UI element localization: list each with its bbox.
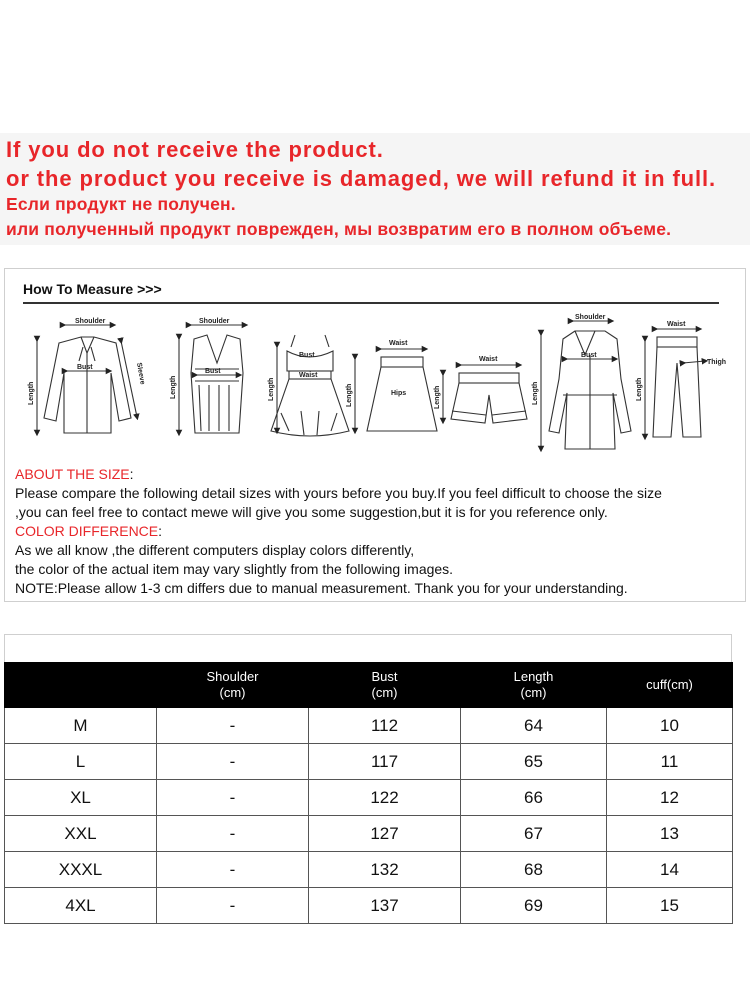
waist-label-4: Waist bbox=[389, 340, 408, 347]
about-size-colon: : bbox=[129, 466, 134, 482]
cell-length: 66 bbox=[461, 780, 607, 816]
cell-length: 69 bbox=[461, 888, 607, 924]
coat-icon bbox=[541, 321, 631, 449]
color-line-2: the color of the actual item may vary slightly from the following images. bbox=[15, 561, 454, 577]
header-size bbox=[5, 663, 157, 708]
cell-shoulder: - bbox=[157, 816, 309, 852]
cell-size: XL bbox=[5, 780, 157, 816]
cell-size: L bbox=[5, 744, 157, 780]
waist-label-5: Waist bbox=[479, 356, 498, 363]
bust-label-1: Bust bbox=[77, 364, 93, 371]
table-row bbox=[5, 744, 733, 780]
how-to-measure-panel bbox=[4, 268, 746, 602]
about-size-title: ABOUT THE SIZE bbox=[15, 466, 130, 482]
cell-bust: 117 bbox=[309, 744, 461, 780]
about-size-heading bbox=[15, 465, 740, 484]
cell-bust: 127 bbox=[309, 816, 461, 852]
cell-shoulder: - bbox=[157, 888, 309, 924]
header-shoulder: Shoulder (cm) bbox=[157, 663, 309, 708]
table-top-strip bbox=[4, 634, 732, 662]
cell-size: XXXL bbox=[5, 852, 157, 888]
cell-cuff: 15 bbox=[607, 888, 733, 924]
bust-label-2: Bust bbox=[205, 368, 221, 375]
dress-icon bbox=[271, 335, 349, 436]
cell-length: 67 bbox=[461, 816, 607, 852]
cell-length: 65 bbox=[461, 744, 607, 780]
shoulder-label-6: Shoulder bbox=[575, 314, 606, 321]
about-size-line-2: ,you can feel free to contact mewe will give you some suggestion,but it is for you reference only. bbox=[15, 504, 608, 520]
cell-cuff: 12 bbox=[607, 780, 733, 816]
cell-cuff: 14 bbox=[607, 852, 733, 888]
cell-shoulder: - bbox=[157, 744, 309, 780]
shorts-icon bbox=[443, 365, 527, 423]
bust-label-6: Bust bbox=[581, 352, 597, 359]
cell-shoulder: - bbox=[157, 780, 309, 816]
cell-shoulder: - bbox=[157, 852, 309, 888]
hips-label: Hips bbox=[391, 390, 407, 397]
garment-diagrams bbox=[19, 313, 731, 463]
shoulder-label-1: Shoulder bbox=[75, 318, 106, 325]
cell-size: 4XL bbox=[5, 888, 157, 924]
color-difference-title: COLOR DIFFERENCE bbox=[15, 523, 159, 539]
color-line-1: As we all know ,the different computers display colors differently, bbox=[15, 542, 415, 558]
header-cuff: cuff(cm) bbox=[607, 663, 733, 708]
cell-cuff: 10 bbox=[607, 708, 733, 744]
cell-length: 68 bbox=[461, 852, 607, 888]
table-header-row bbox=[5, 663, 733, 708]
length-label-7: Length bbox=[636, 377, 643, 401]
cell-shoulder: - bbox=[157, 708, 309, 744]
length-label-4: Length bbox=[346, 383, 353, 407]
refund-notice bbox=[0, 133, 750, 245]
cell-bust: 112 bbox=[309, 708, 461, 744]
waist-label-3: Waist bbox=[299, 372, 318, 379]
waist-label-7: Waist bbox=[667, 321, 686, 328]
table-row bbox=[5, 888, 733, 924]
shoulder-label-2: Shoulder bbox=[199, 318, 230, 325]
table-row bbox=[5, 780, 733, 816]
header-bust: Bust (cm) bbox=[309, 663, 461, 708]
cell-bust: 137 bbox=[309, 888, 461, 924]
size-table bbox=[4, 662, 733, 924]
trousers-icon bbox=[645, 329, 705, 437]
bust-label-3: Bust bbox=[299, 352, 315, 359]
length-label-2: Length bbox=[170, 375, 177, 399]
thigh-label: Thigh bbox=[707, 359, 727, 366]
measure-title: How To Measure >>> bbox=[23, 281, 162, 297]
notice-line-3: Если продукт не получен. bbox=[6, 194, 236, 214]
size-info bbox=[15, 465, 740, 598]
cell-bust: 132 bbox=[309, 852, 461, 888]
cell-cuff: 13 bbox=[607, 816, 733, 852]
color-difference-colon: : bbox=[158, 523, 163, 539]
cell-length: 64 bbox=[461, 708, 607, 744]
size-table-container bbox=[4, 634, 732, 924]
length-label-1: Length bbox=[28, 381, 35, 405]
cell-cuff: 11 bbox=[607, 744, 733, 780]
length-label-3: Length bbox=[268, 377, 275, 401]
note-line: NOTE:Please allow 1-3 cm differs due to manual measurement. Thank you for your understanding. bbox=[15, 580, 628, 596]
cell-size: XXL bbox=[5, 816, 157, 852]
sleeve-label: Sleeve bbox=[135, 362, 146, 386]
shirt-icon bbox=[37, 325, 137, 433]
notice-line-2: or the product you receive is damaged, we will refund it in full. bbox=[6, 166, 717, 191]
length-label-6: Length bbox=[532, 381, 539, 405]
header-length: Length (cm) bbox=[461, 663, 607, 708]
cell-size: M bbox=[5, 708, 157, 744]
length-label-5: Length bbox=[434, 385, 441, 409]
table-row bbox=[5, 708, 733, 744]
vest-icon bbox=[179, 325, 245, 433]
color-difference-heading bbox=[15, 522, 740, 541]
notice-line-1: If you do not receive the product. bbox=[6, 137, 384, 162]
title-divider bbox=[23, 302, 719, 304]
notice-line-4: или полученный продукт поврежден, мы возвратим его в полном объеме. bbox=[6, 219, 672, 239]
about-size-line-1: Please compare the following detail sizes with yours before you buy.If you feel difficult to choose the size bbox=[15, 485, 662, 501]
table-row bbox=[5, 852, 733, 888]
table-row bbox=[5, 816, 733, 852]
cell-bust: 122 bbox=[309, 780, 461, 816]
